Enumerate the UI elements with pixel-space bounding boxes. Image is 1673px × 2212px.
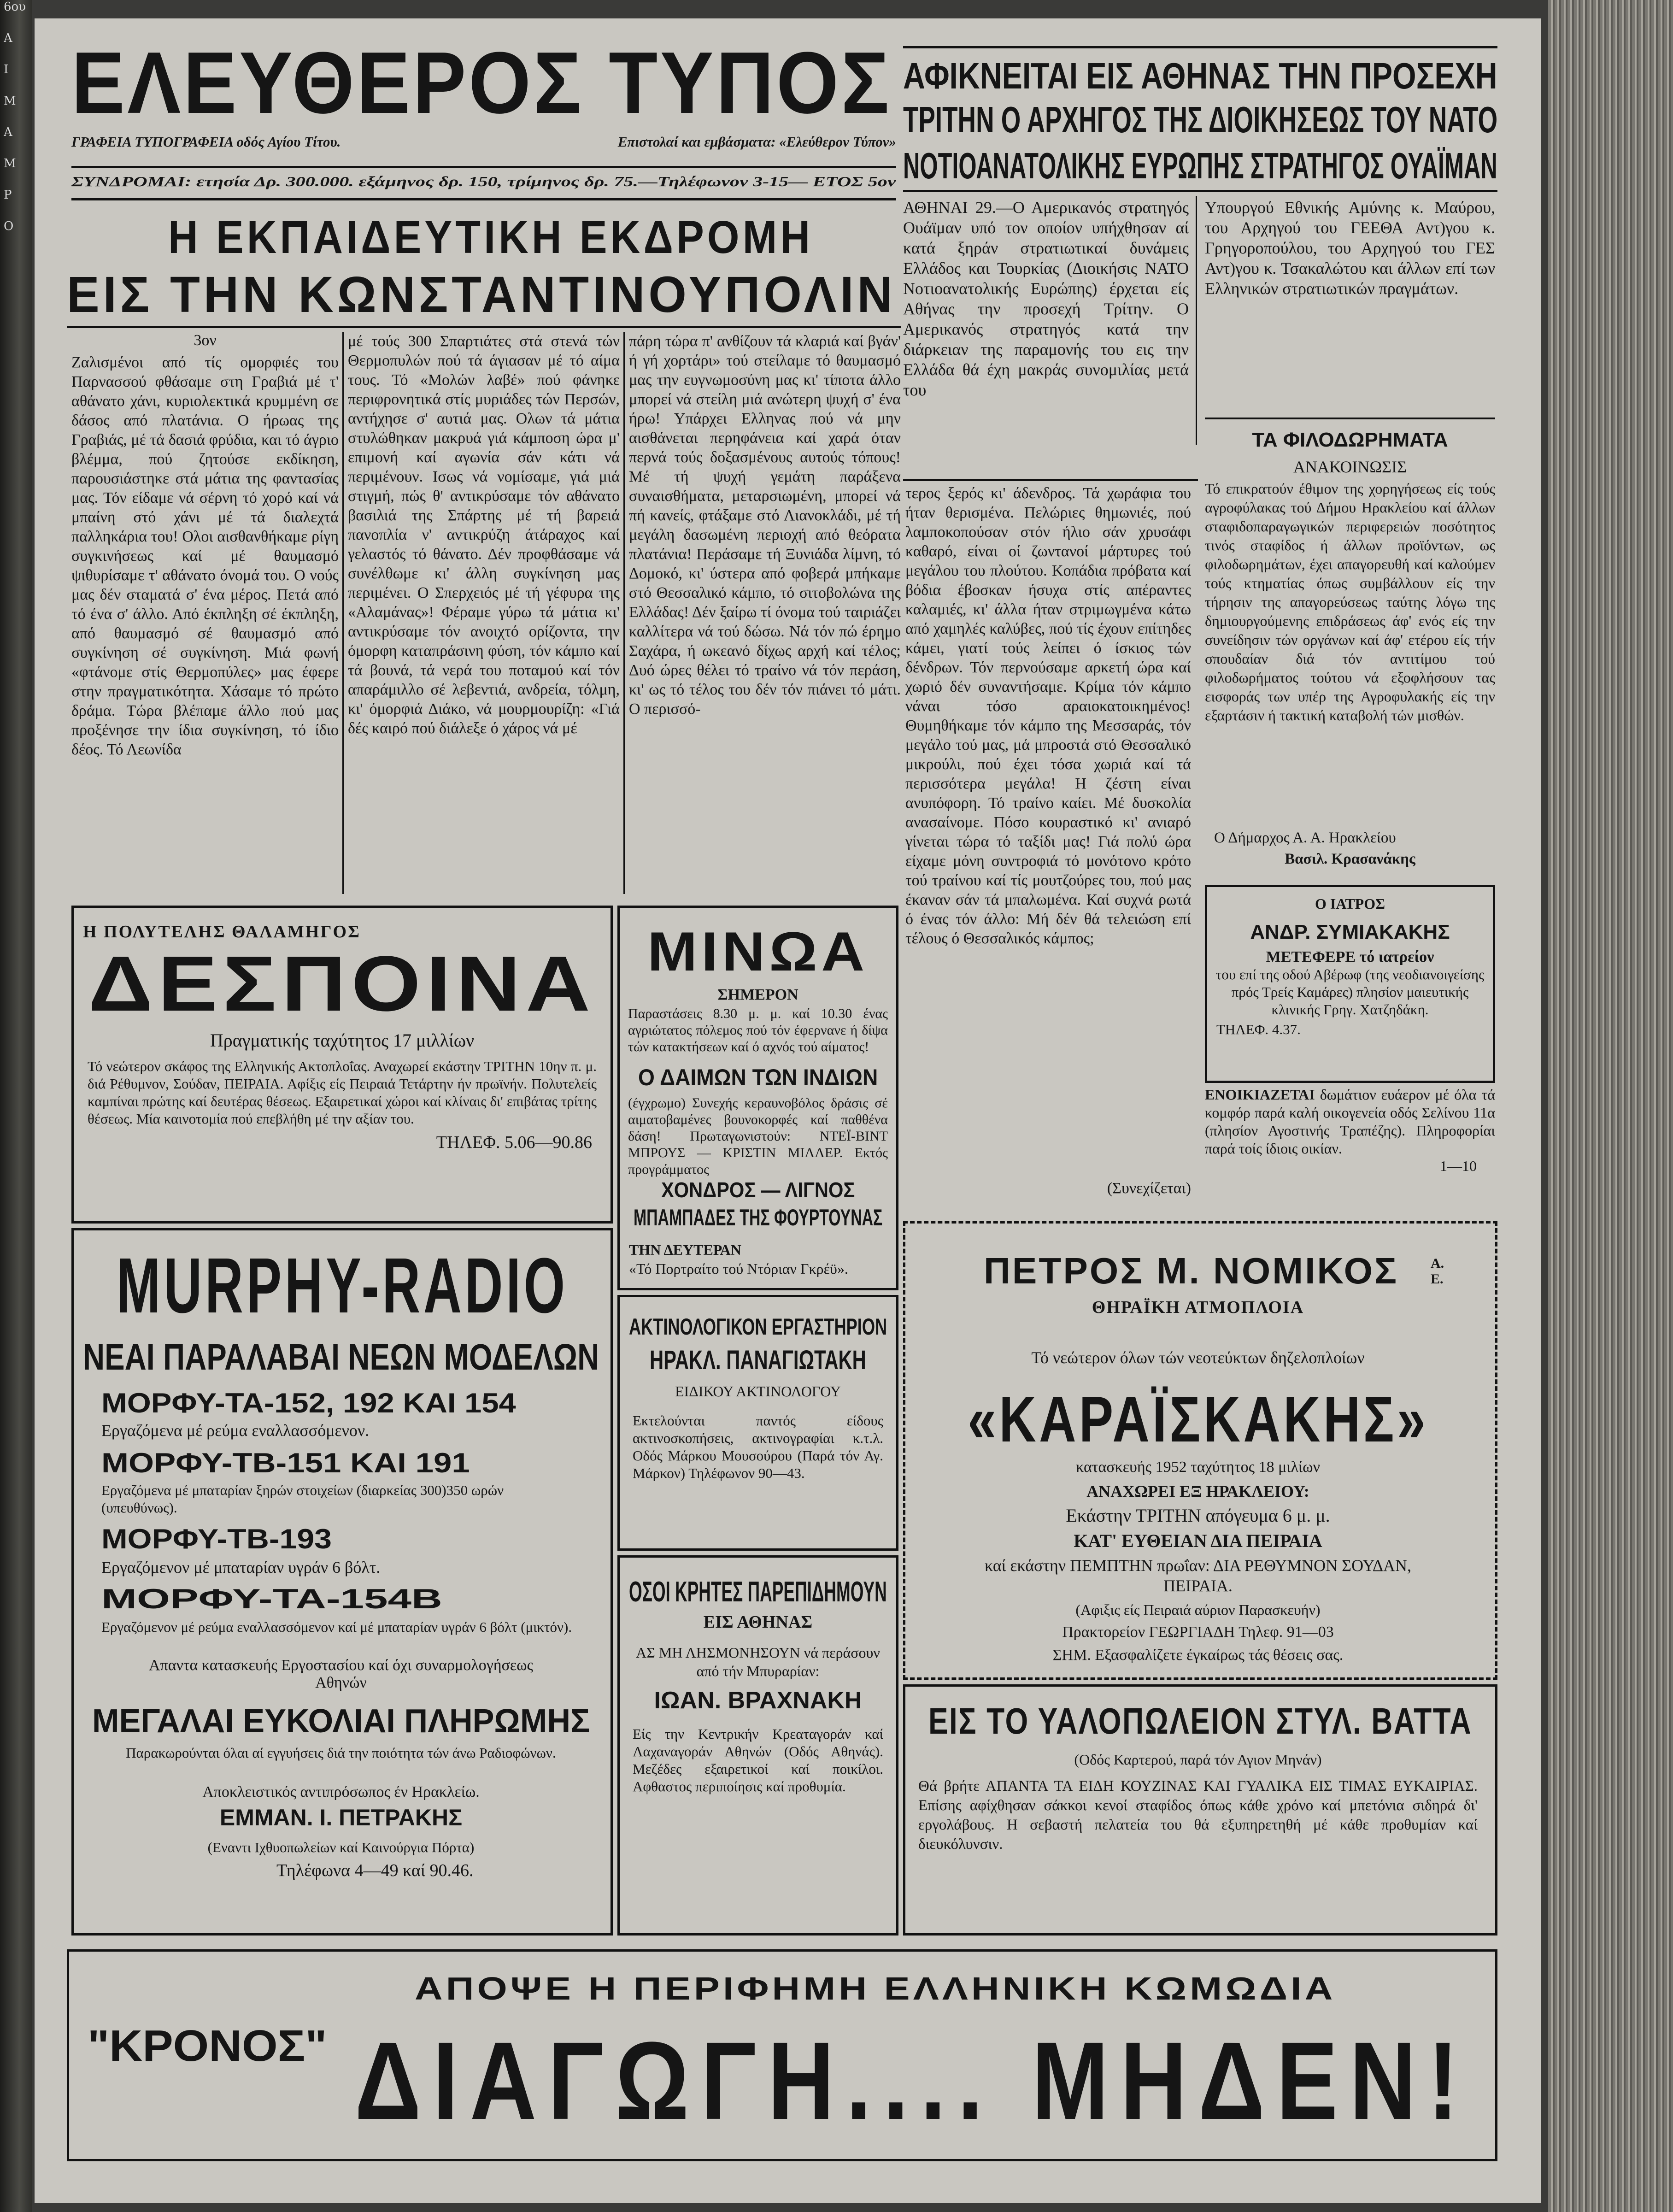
gifts-subtitle: ΑΝΑΚΟΙΝΩΣΙΣ bbox=[1293, 458, 1407, 476]
despoina-phone: ΤΗΛΕΦ. 5.06—90.86 bbox=[436, 1133, 592, 1152]
doctor-moved: ΜΕΤΕΦΕΡΕ τό ιατρείον bbox=[1266, 948, 1434, 965]
subscription-info: ΣΥΝΔΡΟΜΑΙ: ετησία Δρ. 300.000. εξάμηνος δρ. 150, τρίμηνος δρ. 75.—Τηλέφωνον 3-15— ΕΤΟΣ 5ον bbox=[71, 173, 896, 189]
divider bbox=[71, 198, 896, 200]
nomikos-ship: «ΚΑΡΑΪΣΚΑΚΗΣ» bbox=[968, 1383, 1429, 1455]
xray-lab-ad bbox=[617, 1295, 898, 1551]
nomikos-thursday: καί εκάστην ΠΕΜΠΤΗΝ πρωΐαν: ΔΙΑ ΡΕΘΥΜΝΟΝ ΣΟΥΔΑΝ, ΠΕΙΡΑΙΑ. bbox=[985, 1556, 1411, 1595]
divider bbox=[903, 190, 1497, 192]
minoa-extra-title: ΜΠΑΜΠΑΔΕΣ ΤΗΣ ΦΟΥΡΤΟΥΝΑΣ bbox=[634, 1205, 883, 1230]
nomikos-agency: Πρακτορείον ΓΕΩΡΓΙΑΔΗ Τηλεφ. 91—03 bbox=[1062, 1624, 1334, 1641]
batta-title: ΕΙΣ ΤΟ ΥΑΛΟΠΩΛΕΙΟΝ ΣΤΥΛ. ΒΑΤΤΑ bbox=[928, 1700, 1472, 1741]
minoa-film-desc: (έγχρωμο) Συνεχής κεραυνοβόλος δράσις σέ αιματοβαμένες βουνοκορφές καί παθθένα δάση! Πρωταγωνιστούν: ΝΤΕΪ-ΒΙΝΤ ΜΠΡΟΥΣ — ΚΡΙΣΤΙΝ ΜΙΛΛΕΡ. Εκτός προγράμματος bbox=[628, 1095, 888, 1177]
cretans-title: ΟΣΟΙ ΚΡΗΤΕΣ ΠΑΡΕΠΙΔΗΜΟΥΝ bbox=[629, 1576, 887, 1608]
model-3-desc: Εργαζόμενον μέ μπαταρίαν υγράν 6 βόλτ. bbox=[101, 1558, 381, 1577]
excursion-column-3: πάρη τώρα π' ανθίζουν τά κλαριά καί βγάν' ή γή χορτάρι» τού στείλαμε τό θαυμασμό μας την ευγνωμοσύνη μας κι' τίποτα άλλο μπορεί νά στείλη μιά ανώτερη ψυχή σ' ένα ήρω! Υπάρχει Ελληνας πού νά μην αισθάνεται περηφάνεια καί χαρά όταν περνά τούς δοξασμένους αυτούς τόπους! Μέ τή ψυχή γεμάτη παράξενα συναισθήματα, μεταρσιωμένη, μπορεί νά πή κανείς, φτάξαμε στό Λιανοκλάδι, μέ τή μεγάλη δασωμένη περιοχή από θεόρατα πλατάνια! Περάσαμε τή Ξυνιάδα λίμνη, τό Δομοκό, κι' ύστερα από φοβερά μπήκαμε στό Θεσσαλικό κάμπο, τό σιτοβολώνα της Ελλάδας! Δέν ξαίρω τί όνομα τού ταιριάζει καλλίτερα νά τού δώσω. Νά τόν πώ έρημο Σαχάρα, ή ωκεανό δίχως αρχή καί τέλος; Δυό ώρες θέλει τό τραίνο νά τόν περάση, κι' ως τό τέλος του δέν τόν πιάνει τό μάτι. Ο περισσό- bbox=[629, 333, 901, 718]
rent-ad bbox=[1205, 1086, 1495, 1242]
adjacent-page-edge bbox=[4, 0, 28, 2212]
nomikos-built: κατασκευής 1952 ταχύτητος 18 μιλίων bbox=[1076, 1459, 1320, 1476]
nomikos-intro: Τό νεώτερον όλων τών νεοτεύκτων δηζελοπλοίων bbox=[1031, 1348, 1365, 1367]
nomikos-line: ΘΗΡΑΪΚΗ ΑΤΜΟΠΛΟΙΑ bbox=[1092, 1298, 1304, 1317]
column-rule bbox=[342, 332, 344, 894]
minoa-extra: ΧΟΝΔΡΟΣ — ΛΙΓΝΟΣ bbox=[661, 1178, 855, 1202]
masthead-info-line-1 bbox=[71, 134, 896, 155]
xray-text: Εκτελούνται παντός είδους ακτινοσκοπήσεις, ακτινογραφίαι κ.τ.λ. Οδός Μάρκου Μουσούρου (Παρά τόν Αγ. Μάρκον) Τηλέφωνον 90—43. bbox=[633, 1412, 883, 1481]
nomikos-company: ΠΕΤΡΟΣ Μ. ΝΟΜΙΚΟΣ bbox=[983, 1250, 1399, 1291]
masthead-info-line-2 bbox=[71, 173, 896, 194]
nomikos-suffix: Α. Ε. bbox=[1431, 1256, 1444, 1287]
murphy-radio-ad bbox=[71, 1228, 613, 1936]
xray-title-2: ΗΡΑΚΛ. ΠΑΝΑΓΙΩΤΑΚΗ bbox=[650, 1345, 866, 1375]
gifts-title: ΤΑ ΦΙΛΟΔΩΡΗΜΑΤΑ bbox=[1252, 429, 1448, 451]
batta-address: (Οδός Καρτερού, παρά τόν Αγιον Μηνάν) bbox=[1074, 1751, 1322, 1768]
edge-text: Α bbox=[4, 31, 12, 45]
model-1: ΜΟΡΦΥ-ΤΑ-152, 192 ΚΑΙ 154 bbox=[101, 1388, 516, 1418]
newspaper-page bbox=[35, 18, 1541, 2203]
minoa-shows: Παραστάσεις 8.30 μ. μ. καί 10.30 ένας αγριώτατος πόλεμος πού τόν έφερνανε ή δίψα τών κατακτήσεων καί ό αχνός τού αίματος! bbox=[628, 1006, 888, 1054]
nato-headline-3: ΝΟΤΙΟΑΝΑΤΟΛΙΚΗΣ ΕΥΡΩΠΗΣ ΣΤΡΑΤΗΓΟΣ ΟΥΑΪΜΑΝ bbox=[903, 145, 1497, 186]
model-4: ΜΟΡΦΥ-ΤΑ-154Β bbox=[101, 1583, 442, 1614]
edge-text: Μ bbox=[4, 94, 16, 108]
office-address: ΓΡΑΦΕΙΑ ΤΥΠΟΓΡΑΦΕΙΑ οδός Αγίου Τίτου. bbox=[71, 134, 341, 150]
nomikos-tuesday: Εκάστην ΤΡΙΤΗΝ απόγευμα 6 μ. μ. bbox=[1066, 1505, 1330, 1526]
murphy-brand: MURPHY-RADIO bbox=[116, 1242, 568, 1330]
nomikos-departs: ΑΝΑΧΩΡΕΙ ΕΞ ΗΡΑΚΛΕΙΟΥ: bbox=[1086, 1482, 1309, 1500]
nato-headline-2: ΤΡΙΤΗΝ Ο ΑΡΧΗΓΟΣ ΤΗΣ ΔΙΟΙΚΗΣΕΩΣ ΤΟΥ ΝΑΤΟ bbox=[903, 99, 1497, 140]
edge-text: Α bbox=[4, 125, 12, 139]
excursion-headline-2: ΕΙΣ ΤΗΝ ΚΩΝΣΤΑΝΤΙΝΟΥΠΟΛΙΝ bbox=[67, 267, 896, 323]
minoa-today: ΣΗΜΕΡΟΝ bbox=[717, 986, 798, 1003]
murphy-guarantee: Παρακωρούνται όλαι αί εγγυήσεις διά την ποιότητα τών άνω Ραδιοφώνων. bbox=[126, 1745, 556, 1761]
gifts-signature-1: Ο Δήμαρχος Α. Α. Ηρακλείου bbox=[1214, 830, 1396, 846]
murphy-phone: Τηλέφωνα 4—49 καί 90.46. bbox=[276, 1861, 474, 1880]
excursion-headline-1: Η ΕΚΠΑΙΔΕΥΤΙΚΗ ΕΚΔΡΟΜΗ bbox=[168, 212, 814, 263]
rent-ref: 1—10 bbox=[1440, 1158, 1477, 1174]
despoina-ad bbox=[71, 906, 613, 1224]
doctor-label: Ο ΙΑΤΡΟΣ bbox=[1315, 895, 1385, 912]
rent-text: δωμάτιον ευάερον μέ όλα τά κομφόρ παρά καλή οικογενεία οδός Σελίνου 11α (πλησίον Αγοστινής Τραπέζης). bbox=[1205, 1086, 1495, 1139]
model-4-desc: Εργαζόμενον μέ ρεύμα εναλλασσόμενον καί μέ μπαταρίαν υγράν 6 βόλτ (μικτόν). bbox=[101, 1619, 572, 1635]
murphy-exclusive: Αποκλειστικός αντιπρόσωπος έν Ηρακλείω. bbox=[202, 1783, 480, 1800]
kronos-title: ΔΙΑΓΩΓΗ.... ΜΗΔΕΝ! bbox=[355, 2019, 1470, 2142]
excursion-part-label: 3ον bbox=[194, 332, 217, 349]
letters-address: Επιστολαί και εμβάσματα: «Ελεύθερον Τύπον» bbox=[617, 134, 896, 150]
excursion-column-2: μέ τούς 300 Σπαρτιάτες στά στενά τών Θερμοπυλών πού τά άγιασαν μέ τό αίμα τους. Τό «Μολών λαβέ» πού φάνηκε περιφρονητικά στίς μυριάδες τών Περσών, αντήχησε σ' αυτιά μας. Ολων τά μάτια στυλώθηκαν μακρυά γιά κάμποση ώρα μ' επιμονή καί αγωνία σάν κάτι νά περιμένουν. Ισως νά νομίσαμε, γιά μιά στιγμή, πώς θ' αντικρύσαμε τόν αθάνατο βασιλιά της Σπάρτης μέ τή βαρειά πανοπλία ν' αντικρύζη άτάραχος καί γελαστός τό θάνατο. Δέν προφθάσαμε νά συνέλθωμε κι' άλλη συγκίνηση μας περιμένει. Ο Σπερχειός μέ τή γέφυρα της «Αλαμάνας»! Φέραμε γύρω τά μάτια κι' αντικρύσαμε τόν ανοιχτό ορίζοντα, την όμορφη καταπράσινη φύση, τόν κάμπο καί τά βουνά, τά νερά του ποταμού καί τόν απαράμιλλο σέ λεβεντιά, ανδρεία, τόλμη, κι' όμορφιά Διάκο, νά μουρμουρίζη: «Γιά δές καιρό πού διάλεξε ό χάρος νά μέ bbox=[348, 333, 620, 737]
nomikos-note: ΣΗΜ. Εξασφαλίζετε έγκαίρως τάς θέσεις σας. bbox=[1052, 1647, 1344, 1664]
model-2: ΜΟΡΦΥ-ΤΒ-151 ΚΑΙ 191 bbox=[101, 1447, 470, 1478]
excursion-continued: (Συνεχίζεται) bbox=[1107, 1180, 1191, 1197]
batta-glassware-ad bbox=[903, 1684, 1497, 1936]
edge-text: Ρ bbox=[4, 188, 12, 202]
kronos-lead: ΑΠΟΨΕ Η ΠΕΡΙΦΗΜΗ ΕΛΛΗΝΙΚΗ ΚΩΜΩΔΙΑ bbox=[414, 1971, 1336, 2006]
nomikos-arrival: (Αφιξις είς Πειραιά αύριον Παρασκευήν) bbox=[1075, 1601, 1321, 1618]
divider bbox=[1205, 418, 1495, 419]
murphy-arrivals: ΝΕΑΙ ΠΑΡΑΛΑΒΑΙ ΝΕΩΝ ΜΟΔΕΛΩΝ bbox=[83, 1336, 599, 1377]
minoa-monday-film: «Τό Πορτραίτο τού Ντόριαν Γκρέϋ». bbox=[629, 1260, 848, 1277]
doctor-name: ΑΝΔΡ. ΣΥΜΙΑΚΑΚΗΣ bbox=[1250, 921, 1450, 943]
model-2-desc: Εργαζόμενα μέ μπαταρίαν ξηρών στοιχείων (διαρκείας 300)350 ωρών (υπευθύνως). bbox=[101, 1482, 504, 1516]
cretans-details: Είς την Κεντρικήν Κρεαταγοράν καί Λαχαναγοράν Αθηνών (Οδός Αθηνάς). Μεζέδες εξαιρετικοί καί ποικίλοι. Αφθαστος περιποίησις καί προθυμία. bbox=[633, 1726, 883, 1794]
batta-text: Θά βρήτε ΑΠΑΝΤΑ ΤΑ ΕΙΔΗ ΚΟΥΖΙΝΑΣ ΚΑΙ ΓΥΑΛΙΚΑ ΕΙΣ ΤΙΜΑΣ ΕΥΚΑΙΡΙΑΣ. Επίσης αφίχθησαν σάκκοι κενοί σταφίδος όπως κάθε χρόνο καί μπετόνια σιδηρά δι' εργολάβους. Η σεβαστή πελατεία του θά εξυπηρετηθή μέ κάθε προθυμίαν καί διευκόλυνσιν. bbox=[918, 1778, 1478, 1853]
murphy-payment: ΜΕΓΑΛΑΙ ΕΥΚΟΛΙΑΙ ΠΛΗΡΩΜΗΣ bbox=[92, 1703, 590, 1740]
murphy-agent: ΕΜΜΑΝ. Ι. ΠΕΤΡΑΚΗΣ bbox=[219, 1805, 463, 1830]
cretans-sub: ΕΙΣ ΑΘΗΝΑΣ bbox=[703, 1612, 813, 1632]
binding-right-page-stack bbox=[1548, 0, 1673, 2212]
masthead-title: ΕΛΕΥΘΕΡΟΣ ΤΥΠΟΣ bbox=[71, 37, 892, 129]
xray-specialty: ΕΙΔΙΚΟΥ ΑΚΤΙΝΟΛΟΓΟΥ bbox=[675, 1383, 841, 1400]
cretans-ad bbox=[617, 1555, 898, 1936]
despoina-text: Τό νεώτερον σκάφος της Ελληνικής Ακτοπλοΐας. Αναχωρεί εκάστην ΤΡΙΤΗΝ 10ην π. μ. διά Ρέθυμνον, Σούδαν, ΠΕΙΡΑΙΑ. Αφίξις είς Πειραιά Τετάρτην ήν πρωϊνήν. Πολυτελείς καμπίναι πρώτης καί δευτέρας θέσεως. Εξαιρετικαί χώροι καί κλίναις δι' επιβάτας τρίτης θέσεως. Μία καινοτομία πού επεβλήθη μέ την αξίαν του. bbox=[88, 1058, 597, 1127]
nato-headline-1: ΑΦΙΚΝΕΙΤΑΙ ΕΙΣ ΑΘΗΝΑΣ ΤΗΝ ΠΡΟΣΕΧΗ bbox=[903, 55, 1497, 96]
despoina-label: Η ΠΟΛΥΤΕΛΗΣ ΘΑΛΑΜΗΓΟΣ bbox=[83, 922, 361, 941]
gifts-signature-2: Βασιλ. Κρασανάκης bbox=[1285, 851, 1415, 867]
doctor-address: του επί της οδού Αβέρωφ (της νεοδιανοιγείσης πρός Τρείς Καμάρες) πλησίον μαιευτικής κλινικής Γρηγ. Χατζηδάκη. bbox=[1215, 966, 1485, 1018]
divider bbox=[71, 166, 896, 168]
divider bbox=[903, 46, 1497, 48]
nomikos-direct: ΚΑΤ' ΕΥΘΕΙΑΝ ΔΙΑ ΠΕΙΡΑΙΑ bbox=[1074, 1530, 1322, 1551]
minoa-monday: ΤΗΝ ΔΕΥΤΕΡΑΝ bbox=[629, 1241, 741, 1258]
murphy-address: (Εναντι Ιχθυοπωλείων καί Καινούργια Πόρτα) bbox=[207, 1839, 475, 1855]
kronos-cinema-ad bbox=[67, 1949, 1497, 2161]
column-rule bbox=[1196, 196, 1197, 445]
cretans-name: ΙΩΑΝ. ΒΡΑΧΝΑΚΗ bbox=[654, 1687, 862, 1714]
excursion-column-1: Ζαλισμένοι από τίς ομορφιές του Παρνασσού φθάσαμε στη Γραβιά μέ τ' αθάνατο χάνι, κυριολεκτικά κρυμμένη σε δάσος από πλατάνια. Ο ήρωας της Γραβιάς, μέ τά δασιά φρύδια, και τό άγριο βλέμμα, πού ζητούσε εκδίκηση, παρουσιάστηκε στά μάτια της φαντασίας μας. Τόν είδαμε νά σέρνη τό χορό καί νά μπαίνη στό χάνι μέ τά διαλεχτά παλληκάρια του! Ολοι αισθανθήκαμε ρίγη συγκινήσεως καί μέ θαυμασμό ψιθυρίσαμε τ' αθάνατο όνομά του. Ο νούς μας δέν σταματά σ' ένα μέρος. Πετά από τό ένα σ' άλλο. Από έκπληξη σέ έκπληξη, από θαυμασμό σέ θαυμασμό από συγκίνηση σέ συγκίνηση. Μιά φωνή «φτάνομε στίς Θερμοπύλες» μας έφερε στην πραγματικότητα. Χάσαμε τό πρώτο δράμα. Τώρα βλέπαμε άλλο πού μας προξένησε την ίδια συγκίνηση, τό ίδιο δέος. Τό Λεωνίδα bbox=[71, 354, 339, 758]
edge-text: 6ου bbox=[4, 0, 26, 14]
edge-text: Μ bbox=[4, 157, 16, 171]
excursion-column-4: τερος ξερός κι' άδενδρος. Τά χωράφια του ήταν θερισμένα. Πελώριες θημωνιές, πού λαμποκοπούσαν στόν ήλιο σάν χρυσάφι καθαρό, είναι οί ζωντανοί μάρτυρες τού μεγάλου του πλούτου. Κοπάδια πρόβατα καί βόδια έβοσκαν ήσυχα στίς απέραντες καλαμιές, κι' άλλα ήταν στριμωγμένα κάτω από χαμηλές καλύβες, πού τίς έχουν επίτηδες κάμει, γιατί τούς λείπει ό ίσκιος τών δένδρων. Τόν περνούσαμε αρκετή ώρα καί χωριό δέν συναντήσαμε. Κρίμα τόν κάμπο νάναι τόσο αραιοκατοικημένος! Θυμηθήκαμε τόν κάμπο της Μεσσαράς, τόν μεγάλο τού μας, μά μπροστά στό Θεσσαλικό μικρούλι, πού έχει τόσα χωριά καί τά περισσότερα μεγάλα! Η ζέστη είναι ανυπόφορη. Τό τραίνο καίει. Μέ δυσκολία ανασαίνομε. Πόσο κουραστικό κι' ανιαρό γίνεται τώρα τό ταξίδι μας! Γιά πολύ ώρα είχαμε μόνη συντροφιά τό μονότονο κρότο τού τραίνου καί τίς μουτζούρες του, πού μας έκαναν σάν τά μπαλωμένα. Καί συχνά ρωτά ό ένας τόν άλλο: Μή δέν θά τελειώση επί τέλους ό Θεσσαλικός κάμπος; bbox=[905, 485, 1191, 947]
gifts-body: Τό επικρατούν έθιμον της χορηγήσεως είς τούς αγροφύλακας τού Δήμου Ηρακλείου καί άλλων σταφιδοπαραγωγικών περιφερειών ποσότητος τινός σταφίδος ή άλλων προϊόντων, ως φιλοδωρημάτων, έχει απαγορευθή καί καλούμεν τούς κτηματίας όπως συμβάλλουν είς την τήρησιν της απαγορεύσεως ταύτης λόγω της δημιουργούμενης επιδράσεως άφ' ενός είς την συνείδησιν τών οργάνων καί άφ' ετέρου είς τήν σπουδαίαν διά τόν αντιτίμου τού φιλοδωρήματος τούτου νά εξοφλήσουν τας εισφοράς των υπέρ της Αγροφυλακής είς την εξαρτάσιν ή τακτική καταβολή τών μισθών. bbox=[1205, 480, 1495, 724]
column-rule bbox=[623, 332, 625, 894]
doctor-phone: ΤΗΛΕΦ. 4.37. bbox=[1216, 1021, 1301, 1037]
model-3: ΜΟΡΦΥ-ΤΒ-193 bbox=[101, 1524, 332, 1554]
rent-info: Πληροφορίαι παρά τοίς ίδιοις οικίαν. bbox=[1205, 1122, 1495, 1157]
despoina-speed: Πραγματικής ταχύτητος 17 μιλλίων bbox=[210, 1030, 475, 1051]
model-1-desc: Εργαζόμενα μέ ρεύμα εναλλασσόμενον. bbox=[101, 1421, 370, 1440]
edge-text: Ο bbox=[4, 219, 14, 233]
kronos-cinema: "ΚΡΟΝΟΣ" bbox=[88, 2021, 327, 2071]
rent-lead: ΕΝΟΙΚΙΑΖΕΤΑΙ bbox=[1205, 1086, 1315, 1103]
cretans-text: ΑΣ ΜΗ ΛΗΣΜΟΝΗΣΟΥΝ νά περάσουν από τήν Μπυραρίαν: bbox=[636, 1644, 880, 1679]
xray-title-1: ΑΚΤΙΝΟΛΟΓΙΚΟΝ ΕΡΓΑΣΤΗΡΙΟΝ bbox=[629, 1314, 887, 1340]
doctor-ad bbox=[1205, 885, 1495, 1083]
minoa-name: ΜΙΝΩΑ bbox=[647, 921, 869, 982]
minoa-film: Ο ΔΑΙΜΩΝ ΤΩΝ ΙΝΔΙΩΝ bbox=[638, 1065, 878, 1090]
murphy-origin: Απαντα κατασκευής Εργοστασίου καί όχι συναρμολογήσεως Αθηνών bbox=[148, 1657, 533, 1691]
edge-text: Ι bbox=[4, 63, 9, 76]
despoina-name: ΔΕΣΠΟΙΝΑ bbox=[88, 940, 596, 1028]
minoa-cinema-ad bbox=[617, 906, 898, 1290]
nomikos-shipping-ad bbox=[903, 1221, 1497, 1680]
nato-column-2: Υπουργού Εθνικής Αμύνης κ. Μαύρου, του Αρχηγού του ΓΕΕΘΑ Αντ)γου κ. Γρηγοροπούλου, του Αρχηγού του ΓΕΣ Αντ)γου κ. Τσακαλώτου και άλλων επί των Ελληνικών στρατιωτικών πραγμάτων. bbox=[1205, 198, 1495, 298]
masthead bbox=[71, 37, 892, 129]
divider bbox=[67, 326, 901, 328]
divider bbox=[903, 479, 1198, 481]
nato-column-1: ΑΘΗΝΑΙ 29.—Ο Αμερικανός στρατηγός Ουάϊμαν υπό τον οποίον υπήχθησαν αί κατά ξηράν στρατιωτικαί δυνάμεις Ελλάδος και Τουρκίας (Διοικήσις ΝΑΤΟ Νοτιοανατολικής Ευρώπης) έρχεται είς Αθήνας την προσεχή Τρίτην. Ο Αμερικανός στρατηγός κατά την διάρκειαν της παραμονής του εις την Ελλάδα θά έχη μακράς συνομιλίας μετά του bbox=[903, 198, 1189, 399]
